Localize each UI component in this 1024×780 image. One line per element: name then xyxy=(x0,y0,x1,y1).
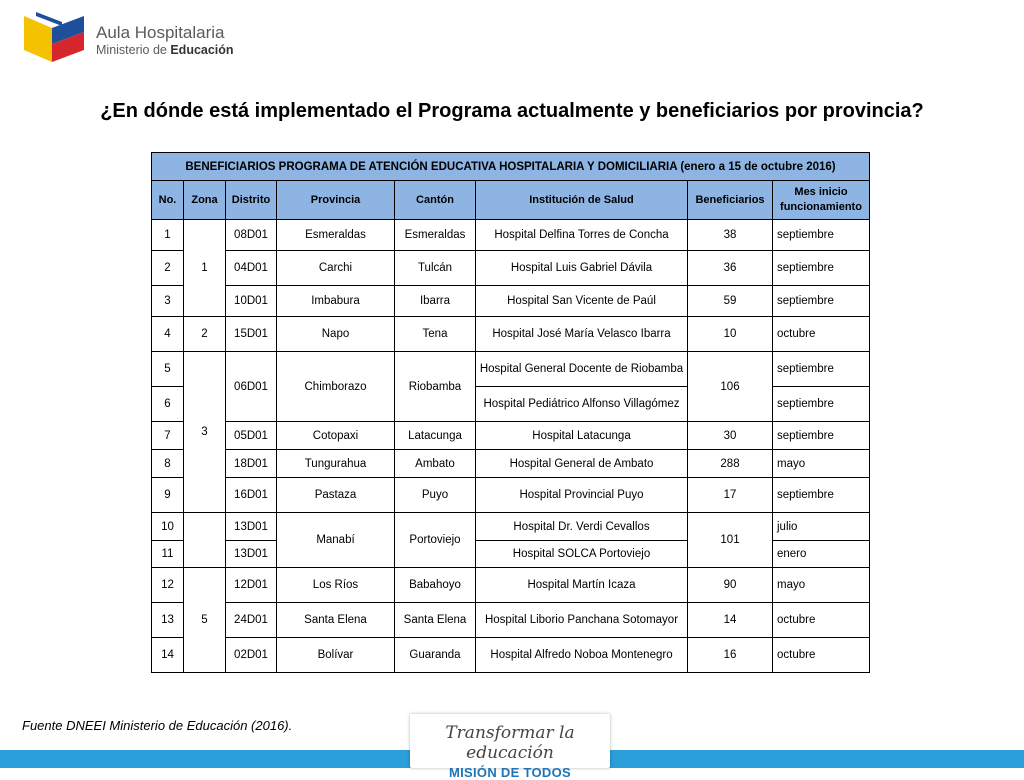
table-row xyxy=(152,317,870,352)
cell-institucion: Hospital SOLCA Portoviejo xyxy=(476,541,688,568)
table-row xyxy=(152,251,870,286)
cell-institucion: Hospital Luis Gabriel Dávila xyxy=(476,251,688,286)
cell-provincia: Carchi xyxy=(277,251,395,286)
cell-provincia: Santa Elena xyxy=(277,603,395,638)
cell-no: 12 xyxy=(152,568,184,603)
page-title: ¿En dónde está implementado el Programa actualmente y beneficiarios por provincia? xyxy=(100,100,924,122)
cell-mes: octubre xyxy=(773,317,870,352)
cell-no: 4 xyxy=(152,317,184,352)
column-header: No. xyxy=(152,181,184,220)
cell-mes: octubre xyxy=(773,603,870,638)
slogan-line1: Transformar la educación xyxy=(445,723,575,763)
cell-provincia: Chimborazo xyxy=(277,352,395,422)
cell-provincia: Manabí xyxy=(277,513,395,568)
cell-beneficiarios: 17 xyxy=(688,478,773,513)
cell-mes: septiembre xyxy=(773,251,870,286)
table-caption: BENEFICIARIOS PROGRAMA DE ATENCIÓN EDUCATIVA HOSPITALARIA Y DOMICILIARIA (enero a 15 de octubre 2016) xyxy=(152,153,870,181)
cell-institucion: Hospital Latacunga xyxy=(476,422,688,450)
cell-provincia: Imbabura xyxy=(277,286,395,317)
cell-zona: 2 xyxy=(184,317,226,352)
cell-mes: octubre xyxy=(773,638,870,673)
cell-distrito: 16D01 xyxy=(226,478,277,513)
cell-beneficiarios: 14 xyxy=(688,603,773,638)
table-row xyxy=(152,568,870,603)
cell-institucion: Hospital José María Velasco Ibarra xyxy=(476,317,688,352)
cell-no: 9 xyxy=(152,478,184,513)
cell-mes: septiembre xyxy=(773,286,870,317)
cell-canton: Portoviejo xyxy=(395,513,476,568)
cell-canton: Tulcán xyxy=(395,251,476,286)
cell-mes: mayo xyxy=(773,450,870,478)
cell-mes: septiembre xyxy=(773,478,870,513)
cell-beneficiarios: 30 xyxy=(688,422,773,450)
table-row xyxy=(152,478,870,513)
cell-distrito: 12D01 xyxy=(226,568,277,603)
table-row xyxy=(152,422,870,450)
cell-institucion: Hospital General Docente de Riobamba xyxy=(476,352,688,387)
column-header: Zona xyxy=(184,181,226,220)
cell-no: 7 xyxy=(152,422,184,450)
column-header: Institución de Salud xyxy=(476,181,688,220)
cell-no: 10 xyxy=(152,513,184,541)
cell-institucion: Hospital Liborio Panchana Sotomayor xyxy=(476,603,688,638)
cell-beneficiarios: 38 xyxy=(688,220,773,251)
table-row xyxy=(152,638,870,673)
cell-distrito: 13D01 xyxy=(226,541,277,568)
cell-distrito: 18D01 xyxy=(226,450,277,478)
cell-mes: mayo xyxy=(773,568,870,603)
cell-canton: Tena xyxy=(395,317,476,352)
cell-no: 3 xyxy=(152,286,184,317)
cell-institucion: Hospital General de Ambato xyxy=(476,450,688,478)
cell-institucion: Hospital Martín Icaza xyxy=(476,568,688,603)
cell-mes: septiembre xyxy=(773,387,870,422)
cell-no: 14 xyxy=(152,638,184,673)
cell-canton: Puyo xyxy=(395,478,476,513)
cell-institucion: Hospital Alfredo Noboa Montenegro xyxy=(476,638,688,673)
cell-mes: septiembre xyxy=(773,422,870,450)
cell-beneficiarios: 10 xyxy=(688,317,773,352)
cell-zona: 3 xyxy=(184,352,226,513)
cell-canton: Esmeraldas xyxy=(395,220,476,251)
table-row xyxy=(152,603,870,638)
cell-beneficiarios: 288 xyxy=(688,450,773,478)
cell-beneficiarios: 106 xyxy=(688,352,773,422)
logo-title: Aula Hospitalaria xyxy=(96,23,225,42)
cell-canton: Santa Elena xyxy=(395,603,476,638)
column-header: Beneficiarios xyxy=(688,181,773,220)
cell-provincia: Bolívar xyxy=(277,638,395,673)
cell-institucion: Hospital Delfina Torres de Concha xyxy=(476,220,688,251)
cell-canton: Ibarra xyxy=(395,286,476,317)
table-row xyxy=(152,450,870,478)
logo xyxy=(22,10,242,70)
cell-institucion: Hospital Provincial Puyo xyxy=(476,478,688,513)
cell-distrito: 04D01 xyxy=(226,251,277,286)
cell-no: 13 xyxy=(152,603,184,638)
cell-distrito: 10D01 xyxy=(226,286,277,317)
cell-provincia: Napo xyxy=(277,317,395,352)
beneficiaries-table xyxy=(151,152,870,673)
cell-no: 1 xyxy=(152,220,184,251)
cell-institucion: Hospital Dr. Verdi Cevallos xyxy=(476,513,688,541)
ecuador-flag-icon xyxy=(22,10,86,66)
logo-subtitle: Ministerio de Educación xyxy=(96,43,234,57)
cell-beneficiarios: 36 xyxy=(688,251,773,286)
cell-distrito: 13D01 xyxy=(226,513,277,541)
cell-beneficiarios: 59 xyxy=(688,286,773,317)
slogan-badge xyxy=(410,714,610,780)
cell-zona xyxy=(184,513,226,568)
source-note: Fuente DNEEI Ministerio de Educación (2016). xyxy=(22,718,293,733)
column-header: Mes inicio funcionamiento xyxy=(773,181,870,220)
cell-provincia: Los Ríos xyxy=(277,568,395,603)
cell-zona: 1 xyxy=(184,220,226,317)
cell-no: 6 xyxy=(152,387,184,422)
cell-no: 8 xyxy=(152,450,184,478)
cell-provincia: Cotopaxi xyxy=(277,422,395,450)
cell-mes: septiembre xyxy=(773,352,870,387)
cell-no: 2 xyxy=(152,251,184,286)
cell-distrito: 15D01 xyxy=(226,317,277,352)
cell-distrito: 08D01 xyxy=(226,220,277,251)
cell-provincia: Pastaza xyxy=(277,478,395,513)
cell-distrito: 06D01 xyxy=(226,352,277,422)
table-row xyxy=(152,513,870,541)
cell-beneficiarios: 101 xyxy=(688,513,773,568)
cell-provincia: Esmeraldas xyxy=(277,220,395,251)
cell-mes: septiembre xyxy=(773,220,870,251)
column-header: Distrito xyxy=(226,181,277,220)
cell-mes: julio xyxy=(773,513,870,541)
column-header: Provincia xyxy=(277,181,395,220)
cell-no: 5 xyxy=(152,352,184,387)
cell-canton: Guaranda xyxy=(395,638,476,673)
cell-no: 11 xyxy=(152,541,184,568)
cell-mes: enero xyxy=(773,541,870,568)
cell-canton: Ambato xyxy=(395,450,476,478)
slogan-line2: MISIÓN DE TODOS xyxy=(449,765,571,780)
cell-institucion: Hospital Pediátrico Alfonso Villagómez xyxy=(476,387,688,422)
cell-beneficiarios: 90 xyxy=(688,568,773,603)
cell-canton: Babahoyo xyxy=(395,568,476,603)
table-row xyxy=(152,220,870,251)
cell-zona: 5 xyxy=(184,568,226,673)
cell-distrito: 05D01 xyxy=(226,422,277,450)
cell-distrito: 02D01 xyxy=(226,638,277,673)
table-row xyxy=(152,286,870,317)
cell-canton: Latacunga xyxy=(395,422,476,450)
column-header: Cantón xyxy=(395,181,476,220)
cell-institucion: Hospital San Vicente de Paúl xyxy=(476,286,688,317)
cell-canton: Riobamba xyxy=(395,352,476,422)
cell-provincia: Tungurahua xyxy=(277,450,395,478)
cell-beneficiarios: 16 xyxy=(688,638,773,673)
table-row xyxy=(152,352,870,387)
cell-distrito: 24D01 xyxy=(226,603,277,638)
